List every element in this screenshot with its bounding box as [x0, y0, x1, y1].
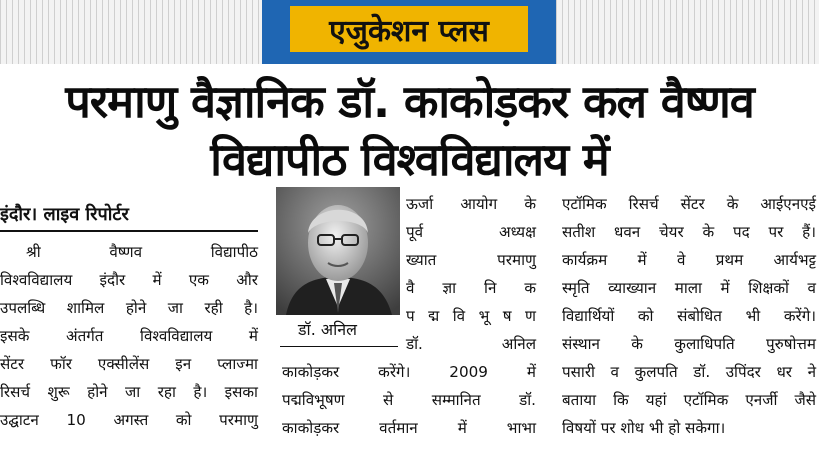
section-tag-label: एजुकेशन प्लस — [290, 6, 528, 52]
article-line: उद्घाटन 10 अगस्त को परमाणु — [0, 411, 258, 429]
article-line: एटॉमिक रिसर्च सेंटर के आईएनएई — [562, 195, 816, 213]
article-line: ख्यात परमाणु — [406, 251, 536, 269]
article-line: ऊर्जा आयोग के — [406, 195, 536, 213]
article-column-2-bottom — [282, 358, 536, 442]
article-column-2-top — [406, 190, 536, 358]
dateline-divider — [0, 230, 258, 232]
article-line: डॉ. अनिल — [406, 335, 536, 353]
headline-line-1: परमाणु वैज्ञानिक डॉ. काकोड़कर कल वैष्णव — [65, 75, 754, 128]
article-line: काकोड़कर वर्तमान में भाभा — [282, 419, 536, 437]
article-line: उपलब्धि शामिल होने जा रही है। — [0, 299, 258, 317]
article-line: विश्वविद्यालय इंदौर में एक और — [0, 271, 258, 289]
decorative-hatch-right — [556, 0, 819, 64]
portrait-photo — [276, 187, 400, 315]
article-line: श्री वैष्णव विद्यापीठ — [26, 243, 258, 261]
article-line: काकोड़कर करेंगे। 2009 में — [282, 363, 536, 381]
article-column-3 — [562, 190, 816, 442]
decorative-hatch-left — [0, 0, 262, 64]
article-line: बताया कि यहां एटॉमिक एनर्जी जैसे — [562, 391, 816, 409]
article-line: सेंटर फॉर एक्सीलेंस इन प्लाज्मा — [0, 355, 258, 373]
article-column-1 — [0, 238, 258, 434]
section-tag-banner — [262, 0, 556, 64]
article-line: पूर्व अध्यक्ष — [406, 223, 536, 241]
article-line: पसारी व कुलपति डॉ. उपिंदर धर ने — [562, 363, 816, 381]
article-line: रिसर्च शुरू होने जा रहा है। इसका — [0, 383, 258, 401]
article-line: विद्यार्थियों को संबोधित भी करेंगे। — [562, 307, 816, 325]
article-line: प द्म वि भू ष ण — [406, 307, 536, 325]
article-line: पद्मविभूषण से सम्मानित डॉ. — [282, 391, 536, 409]
article-line: कार्यक्रम में वे प्रथम आर्यभट्ट — [562, 251, 816, 269]
article-line: इसके अंतर्गत विश्वविद्यालय में — [0, 327, 258, 345]
photo-caption: डॉ. अनिल — [298, 320, 357, 339]
article-line: वै ज्ञा नि क — [406, 279, 536, 297]
article-line: विषयों पर शोध भी हो सकेगा। — [562, 419, 726, 437]
article-line: संस्थान के कुलाधिपति पुरुषोत्तम — [562, 335, 816, 353]
caption-divider — [280, 346, 398, 347]
portrait-image — [276, 187, 400, 315]
article-line: स्मृति व्याख्यान माला में शिक्षकों व — [562, 279, 816, 297]
headline-line-2: विद्यापीठ विश्वविद्यालय में — [210, 133, 609, 186]
dateline: इंदौर। लाइव रिपोर्टर — [0, 204, 129, 225]
article-line: सतीश धवन चेयर के पद पर हैं। — [562, 223, 816, 241]
